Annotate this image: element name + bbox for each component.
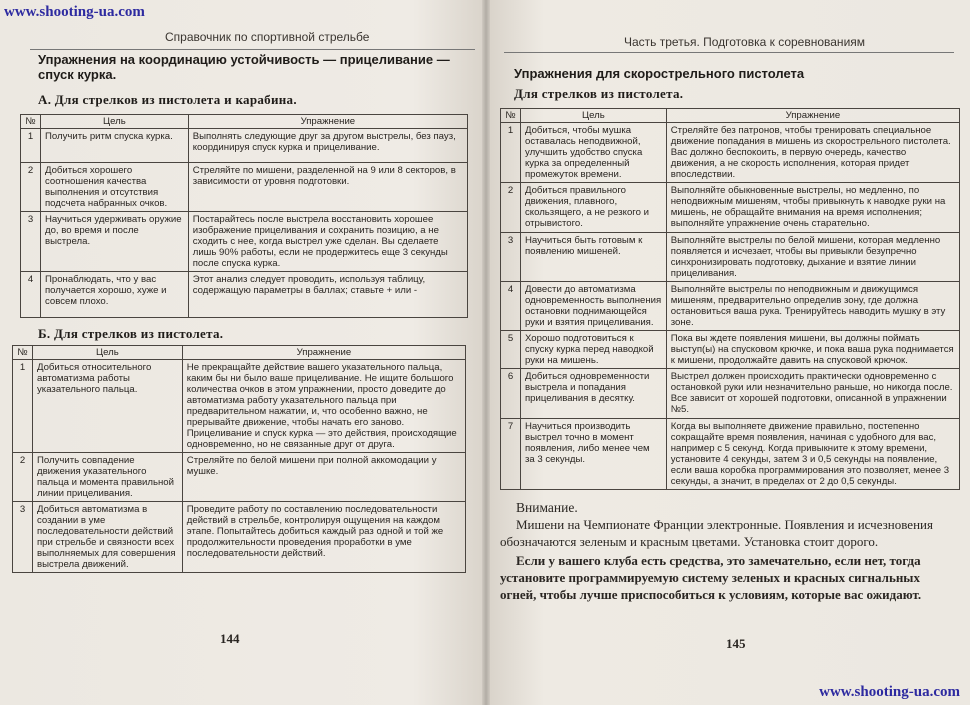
right-section-title: Упражнения для скорострельного пистолета — [514, 66, 805, 81]
row-num: 3 — [13, 502, 33, 573]
row-num: 6 — [501, 369, 521, 419]
table-row — [13, 360, 466, 453]
th-goal: Цель — [40, 115, 188, 129]
row-exercise: Выполняйте выстрелы по неподвижным и движущимся мишеням, предварительно определив зону, где должна остановиться ваша рука. Тренируйтесь наводить мушку в эту зоне. — [666, 282, 959, 331]
row-exercise: Выполняйте выстрелы по белой мишени, которая медленно появляется и исчезает, чтобы вы привыкли безупречно синхронизировать подготовку, дыхание и взятие линии прицеливания. — [666, 233, 959, 282]
left-section-title — [38, 52, 478, 82]
table-a — [20, 114, 468, 318]
watermark-bottom: www.shooting-ua.com — [819, 684, 960, 700]
row-goal: Довести до автоматизма одновременность выполнения остановки поднимающейся руки и взятия прицеливания. — [520, 282, 666, 331]
left-section-title-line1: Упражнения на координацию устойчивость — прицеливание — — [38, 52, 450, 67]
table-row — [501, 183, 960, 233]
left-section-title-line2: спуск курка. — [38, 67, 117, 82]
note-title: Внимание. — [516, 500, 578, 515]
row-goal: Научиться производить выстрел точно в момент появления, либо менее чем за 3 секунды. — [520, 419, 666, 490]
row-goal: Добиться автоматизма в создании в уме последовательности действий при стрельбе и связности всех выполняемых для совершения выстрела движений. — [32, 502, 182, 573]
row-exercise: Выполняйте обыкновенные выстрелы, но медленно, по неподвижным мишеням, чтобы привыкнуть к наводке руки на мишень, не обращайте внимания на время исполнения; выполняйте упражнение очень старательно. — [666, 183, 959, 233]
row-goal: Добиться, чтобы мушка оставалась неподвижной, улучшить удобство спуска курка за определенный промежуток времени. — [520, 123, 666, 183]
table-b — [12, 345, 466, 573]
note-paragraph-2: Если у вашего клуба есть средства, это замечательно, если нет, тогда установите программируемую систему зеленых и красных сигнальных огней, чтобы лучше приспособиться к условиям, которые вас ожидают. — [500, 553, 922, 602]
row-exercise: Выполнять следующие друг за другом выстрелы, без пауз, координируя спуск курка и прицеливание. — [188, 129, 467, 163]
watermark-top: www.shooting-ua.com — [4, 4, 145, 20]
table-b-header — [13, 346, 466, 360]
row-goal: Пронаблюдать, что у вас получается хорошо, хуже и совсем плохо. — [40, 272, 188, 318]
right-subtitle: Для стрелков из пистолета. — [514, 86, 684, 101]
right-running-head: Часть третья. Подготовка к соревнованиям — [624, 35, 866, 49]
row-goal: Добиться хорошего соотношения качества выполнения и отсутствия подсчета набранных очков. — [40, 163, 188, 212]
table-row — [501, 369, 960, 419]
row-exercise: Стреляйте по белой мишени при полной аккомодации у мушке. — [182, 453, 465, 502]
th-goal: Цель — [32, 346, 182, 360]
table-rapid — [500, 108, 960, 490]
row-exercise: Постарайтесь после выстрела восстановить хорошее изображение прицеливания и сохранить позицию, а не сходить с нее, когда выстрел уже сделан. Вы сделаете лишь 90% работы, если не продержитесь еще 3 секунды после спуска курка. — [188, 212, 467, 272]
table-row — [501, 233, 960, 282]
row-exercise: Этот анализ следует проводить, используя таблицу, содержащую параметры в баллах; ставьте + или - — [188, 272, 467, 318]
row-num: 7 — [501, 419, 521, 490]
row-num: 1 — [501, 123, 521, 183]
row-goal: Хорошо подготовиться к спуску курка перед наводкой руки на мишень. — [520, 331, 666, 369]
row-exercise: Стреляйте без патронов, чтобы тренировать специальное движение попадания в мишень из скорострельного пистолета. Вас должно беспокоить, в первую очередь, качество движения, а не скорость исполнения, которая придет впоследствии. — [666, 123, 959, 183]
row-num: 3 — [21, 212, 41, 272]
row-num: 3 — [501, 233, 521, 282]
row-num: 5 — [501, 331, 521, 369]
th-goal: Цель — [520, 109, 666, 123]
left-page-number: 144 — [220, 631, 240, 646]
note-paragraph-1: Мишени на Чемпионате Франции электронные. Появления и исчезновения обозначаются зеленым и красным цветами. Установка стоит дорого. — [500, 517, 933, 549]
table-a-header — [21, 115, 468, 129]
left-head-rule — [30, 49, 475, 50]
table-row — [13, 502, 466, 573]
table-row — [501, 123, 960, 183]
row-goal: Добиться одновременности выстрела и попадания прицеливания в десятку. — [520, 369, 666, 419]
table-row — [501, 282, 960, 331]
table-row — [13, 453, 466, 502]
right-page — [486, 0, 970, 705]
right-page-number: 145 — [726, 636, 746, 651]
row-goal: Научиться удерживать оружие до, во время и после выстрела. — [40, 212, 188, 272]
row-exercise: Стреляйте по мишени, разделенной на 9 или 8 секторов, в зависимости от уровня подготовки. — [188, 163, 467, 212]
th-exercise: Упражнение — [188, 115, 467, 129]
book-gutter — [482, 0, 490, 705]
left-subtitle-a: А. Для стрелков из пистолета и карабина. — [38, 92, 297, 107]
row-num: 2 — [13, 453, 33, 502]
row-num: 2 — [501, 183, 521, 233]
row-exercise: Не прекращайте действие вашего указательного пальца, каким бы ни было ваше прицеливание. Не ищите большого количества очков в этом упражнении, просто доведите до автоматизма работу указательного пальца при предварительном нажатии, и, что особенно важно, не прерывайте движение, чтобы начать его заново. Прицеливание и спуск курка — это действия, происходящие одновременно, но не связанные друг от друга. — [182, 360, 465, 453]
th-exercise: Упражнение — [182, 346, 465, 360]
table-row — [21, 272, 468, 318]
left-running-head: Справочник по спортивной стрельбе — [165, 30, 370, 44]
row-num: 2 — [21, 163, 41, 212]
row-num: 4 — [21, 272, 41, 318]
right-head-rule — [504, 52, 954, 53]
th-num: № — [21, 115, 41, 129]
th-exercise: Упражнение — [666, 109, 959, 123]
table-row — [501, 331, 960, 369]
left-subtitle-b: Б. Для стрелков из пистолета. — [38, 326, 224, 341]
table-row — [21, 163, 468, 212]
row-goal: Научиться быть готовым к появлению мишеней. — [520, 233, 666, 282]
row-goal: Получить совпадение движения указательного пальца и момента правильной линии прицеливания. — [32, 453, 182, 502]
th-num: № — [501, 109, 521, 123]
table-rapid-header — [501, 109, 960, 123]
row-num: 1 — [13, 360, 33, 453]
row-goal: Добиться правильного движения, плавного, скользящего, а не резкого и отрывистого. — [520, 183, 666, 233]
th-num: № — [13, 346, 33, 360]
table-row — [21, 129, 468, 163]
row-exercise: Когда вы выполняете движение правильно, постепенно сокращайте время появления, начиная с удобного для вас, например с 5 секунд. Когда привыкните к этому времени, установите 4 секунды, затем 3 и 0,5 секунды на появление, если ваша коробка программирования это позволяет, менее 3 секунды, а значит, в пределах от 2 до 0,5 секунды. — [666, 419, 959, 490]
row-goal: Получить ритм спуска курка. — [40, 129, 188, 163]
row-num: 1 — [21, 129, 41, 163]
row-num: 4 — [501, 282, 521, 331]
table-row — [21, 212, 468, 272]
row-exercise: Проведите работу по составлению последовательности действий в стрельбе, контролируя ощущения на каждом этапе. Попытайтесь добиться каждый раз одной и той же продолжительности проведения проработки в уме последовательности действий. — [182, 502, 465, 573]
row-exercise: Выстрел должен происходить практически одновременно с остановкой руки или незначительно раньше, но никогда после. Все зависит от хорошей подготовки, описанной в упражнении №5. — [666, 369, 959, 419]
row-exercise: Пока вы ждете появления мишени, вы должны поймать выступ(ы) на спусковом крючке, и пока ваша рука поднимается к мишени, продолжайте давить на спусковой крючок. — [666, 331, 959, 369]
row-goal: Добиться относительного автоматизма работы указательного пальца. — [32, 360, 182, 453]
table-row — [501, 419, 960, 490]
